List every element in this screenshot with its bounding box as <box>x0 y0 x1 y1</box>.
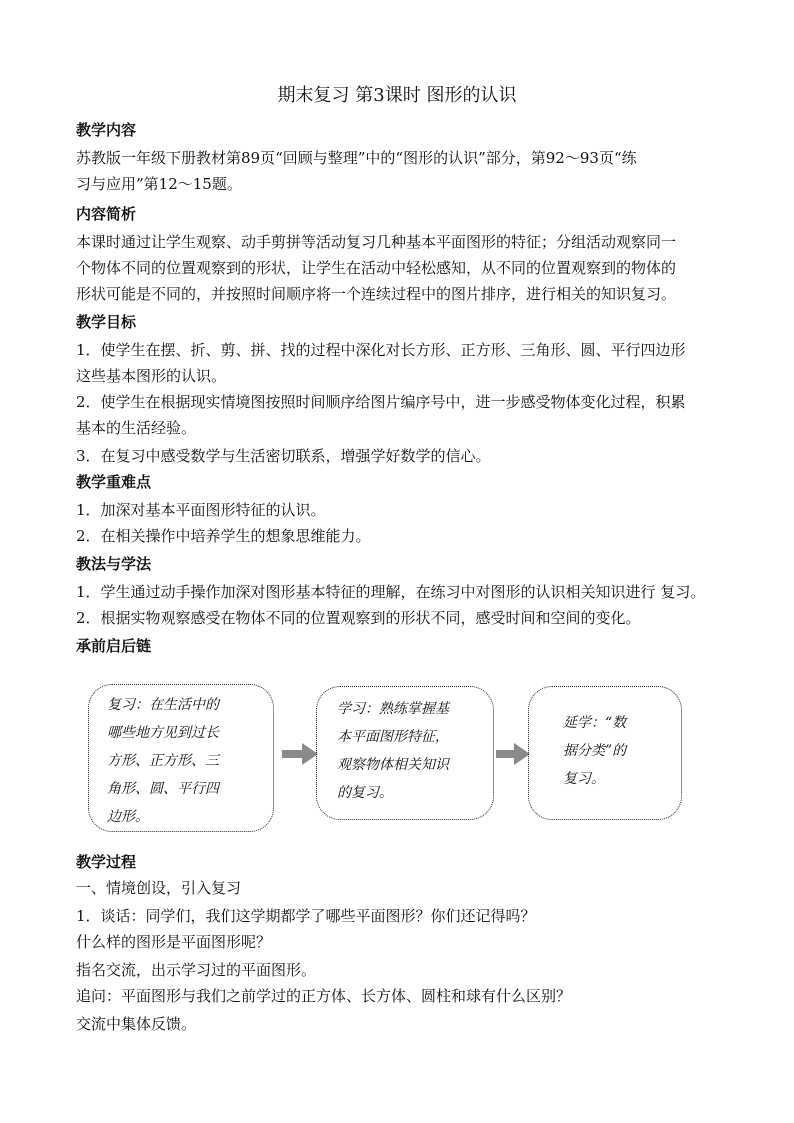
methods-line: 1．学生通过动手操作加深对图形基本特征的理解，在练习中对图形的认识相关知识进行 复习。 <box>76 583 706 601</box>
summary-line: 形状可能是不同的，并按照时间顺序将一个连续过程中的图片排序，进行相关的知识复习。 <box>76 285 677 303</box>
chain-box-extend <box>528 686 682 820</box>
keypoints-line: 1．加深对基本平面图形特征的认识。 <box>76 501 326 519</box>
arrow-right-icon <box>496 743 530 765</box>
summary-line: 本课时通过让学生观察、动手剪拼等活动复习几种基本平面图形的特征；分组活动观察同一 <box>76 233 677 251</box>
process-line: 1．谈话：同学们，我们这学期都学了哪些平面图形？你们还记得吗？ <box>76 907 536 925</box>
process-line: 指名交流，出示学习过的平面图形。 <box>76 961 317 979</box>
chain-box-line: 据分类”的 <box>563 743 627 759</box>
chain-box-review <box>88 684 274 832</box>
heading-goals: 教学目标 <box>76 313 137 331</box>
keypoints-line: 2．在相关操作中培养学生的想象思维能力。 <box>76 527 371 545</box>
chain-box-line: 本平面图形特征， <box>337 729 449 745</box>
chain-box-line: 观察物体相关知识 <box>337 757 449 773</box>
chain-box-line: 哪些地方见到过长 <box>107 725 219 741</box>
process-line: 一、情境创设，引入复习 <box>76 879 242 897</box>
heading-content: 教学内容 <box>76 121 137 139</box>
page-title: 期末复习 第3课时 图形的认识 <box>277 85 517 106</box>
arrow-right-icon <box>282 743 318 765</box>
chain-box-line: 角形、圆、平行四 <box>107 781 219 797</box>
goals-line: 2．使学生在根据现实情境图按照时间顺序给图片编序号中，进一步感受物体变化过程，积累 <box>76 393 686 411</box>
chain-box-line: 复习：在生活中的 <box>107 697 219 713</box>
chain-box-line: 延学：“数 <box>563 715 627 731</box>
process-line: 什么样的图形是平面图形呢？ <box>76 933 272 951</box>
goals-line: 1．使学生在摆、折、剪、拼、找的过程中深化对长方形、正方形、三角形、圆、平行四边形 <box>76 341 686 359</box>
heading-links: 承前启后链 <box>76 637 152 655</box>
chain-box-line: 的复习。 <box>337 785 393 801</box>
chain-box-line: 边形。 <box>107 809 149 825</box>
chain-box-line: 方形、正方形、三 <box>107 753 219 769</box>
goals-line: 这些基本图形的认识。 <box>76 367 227 385</box>
chain-box-line: 学习：熟练掌握基 <box>337 701 449 717</box>
goals-line: 3．在复习中感受数学与生活密切联系，增强学好数学的信心。 <box>76 447 491 465</box>
content-line: 习与应用”第12～15题。 <box>76 175 242 193</box>
chain-box-learn <box>316 686 494 820</box>
goals-line: 基本的生活经验。 <box>76 419 197 437</box>
heading-summary: 内容简析 <box>76 205 137 223</box>
methods-line: 2．根据实物观察感受在物体不同的位置观察到的形状不同，感受时间和空间的变化。 <box>76 609 641 627</box>
process-line: 追问：平面图形与我们之前学过的正方体、长方体、圆柱和球有什么区别？ <box>76 987 572 1005</box>
chain-box-line: 复习。 <box>563 771 605 787</box>
content-line: 苏教版一年级下册教材第89页“回顾与整理”中的“图形的认识”部分，第92～93页“练 <box>76 149 637 167</box>
heading-methods: 教法与学法 <box>76 555 152 573</box>
heading-keypoints: 教学重难点 <box>76 473 152 491</box>
summary-line: 个物体不同的位置观察到的形状，让学生在活动中轻松感知，从不同的位置观察到的物体的 <box>76 259 677 277</box>
process-line: 交流中集体反馈。 <box>76 1015 197 1033</box>
heading-process: 教学过程 <box>76 853 137 871</box>
